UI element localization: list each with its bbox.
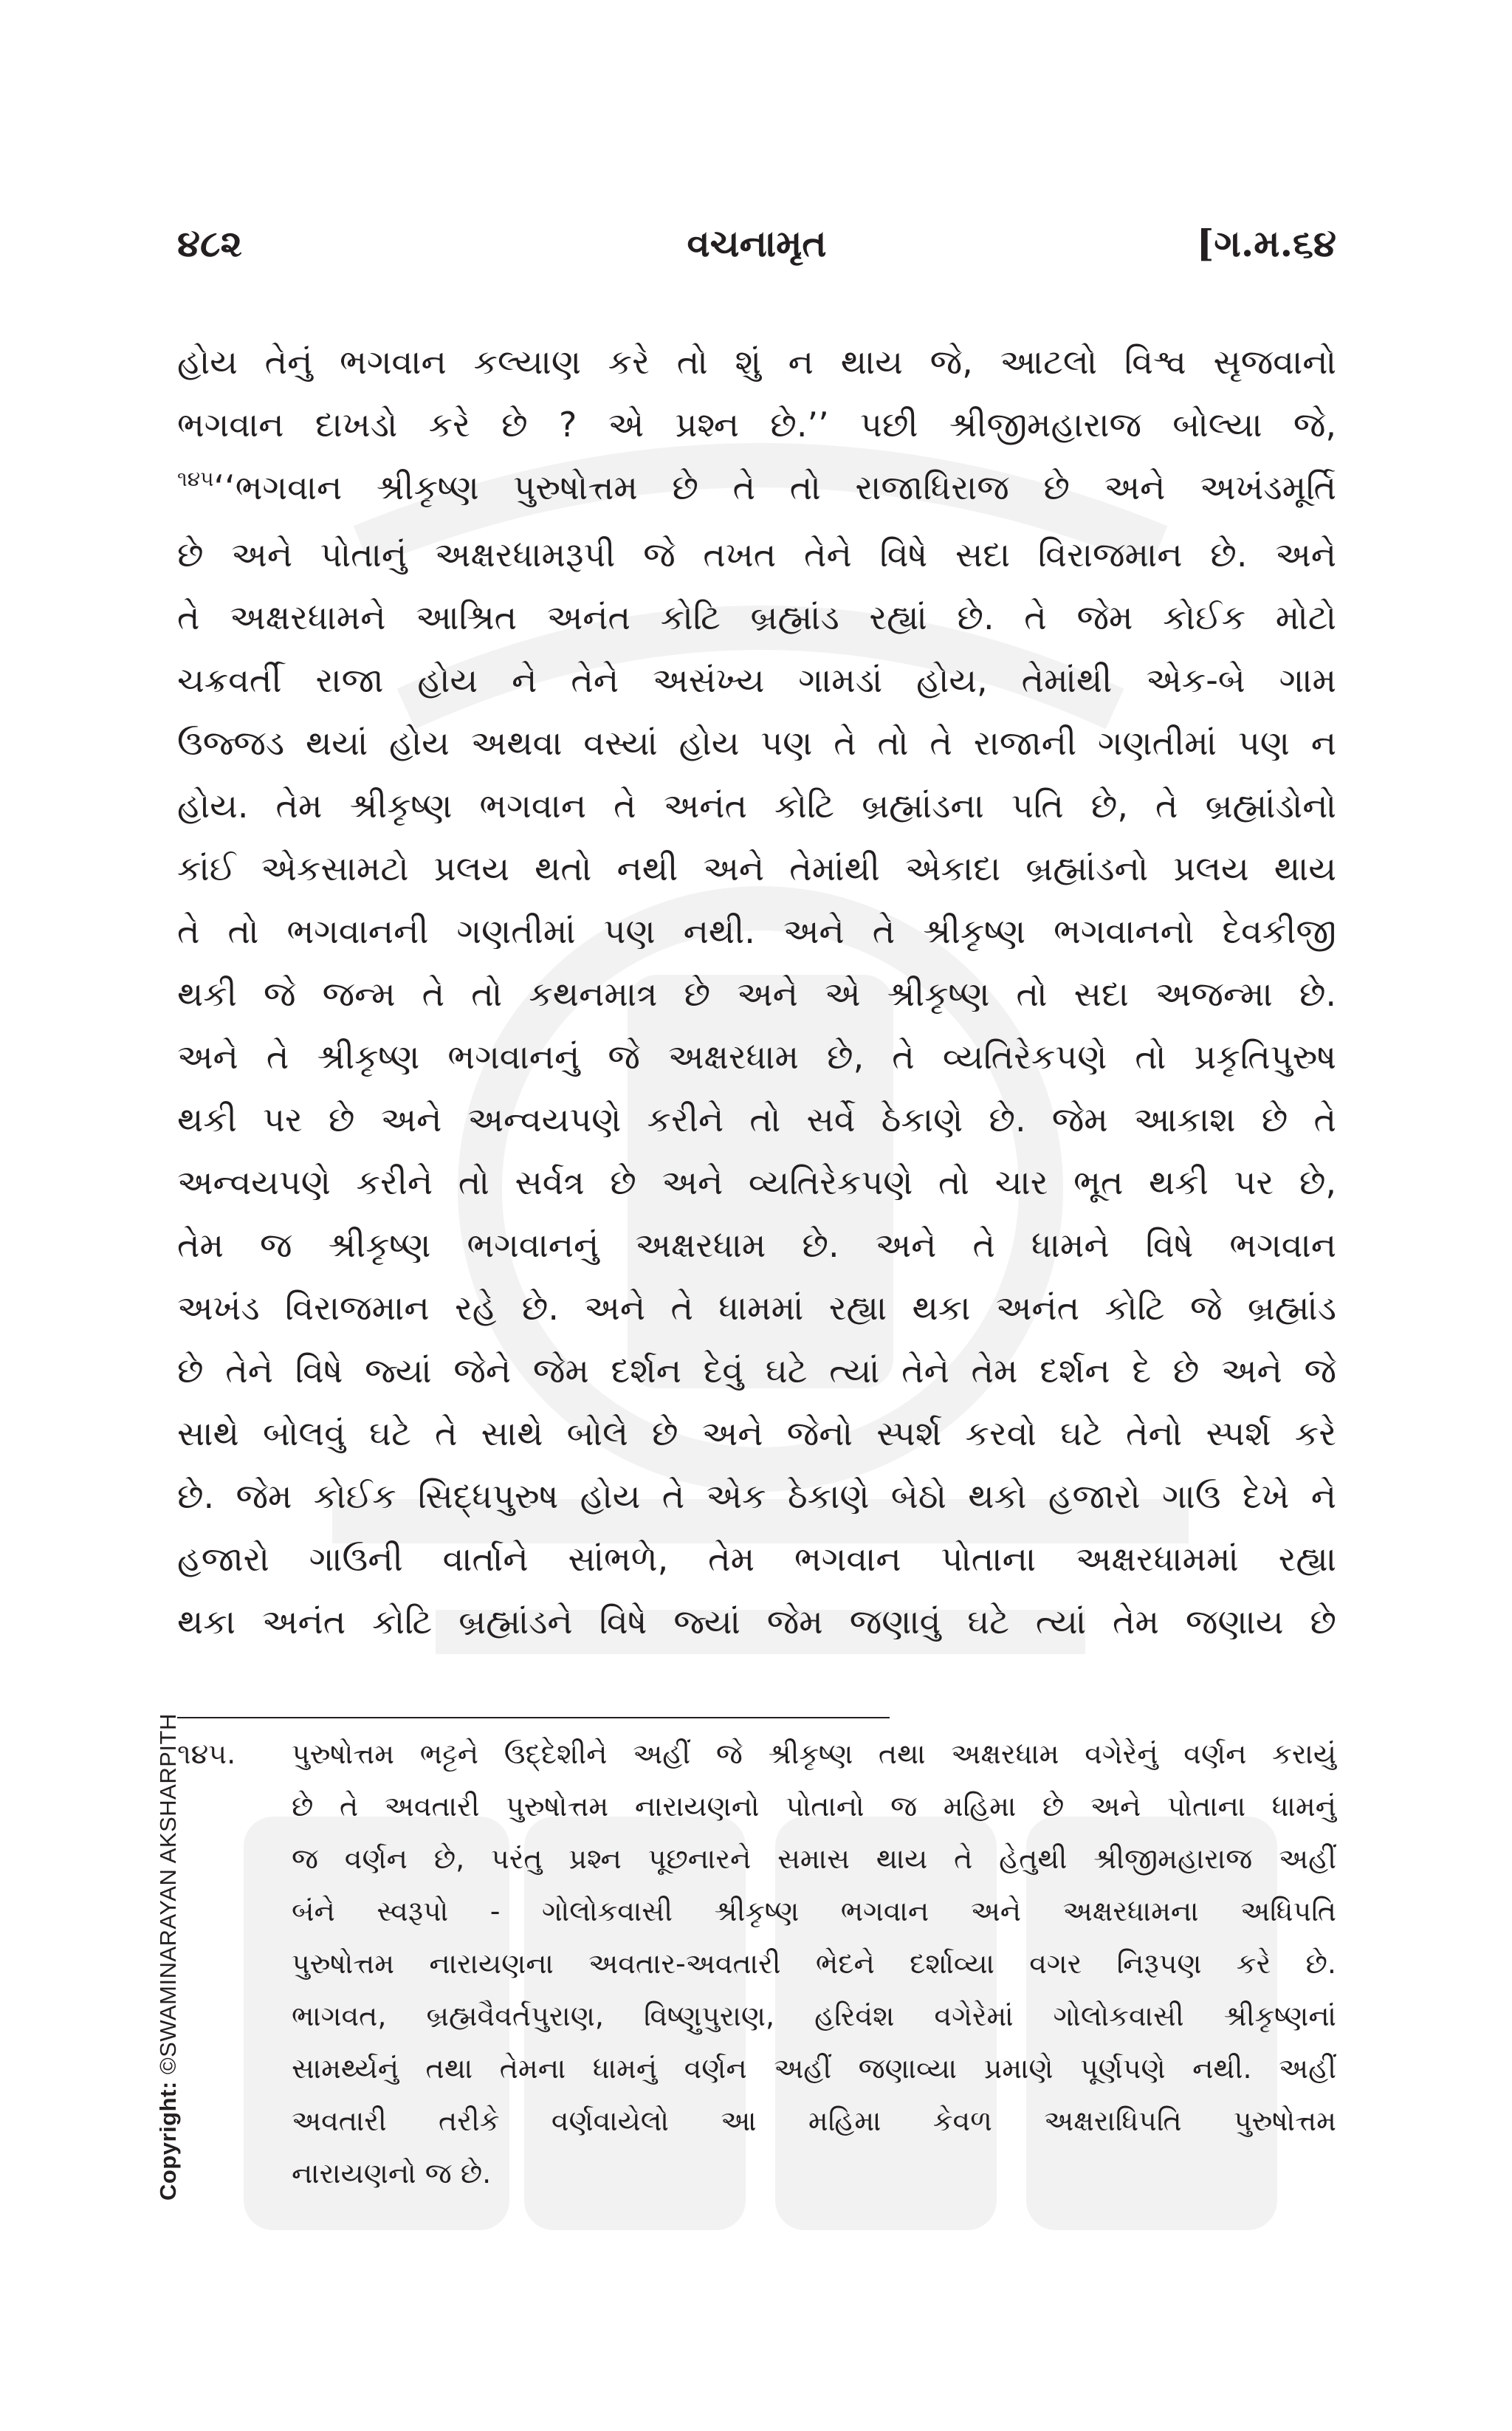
text-line: તેમ જ શ્રીકૃષ્ણ ભગવાનનું અક્ષરધામ છે. અને તે ધામને વિષે ભગવાન [177,1225,1336,1265]
text-line: થકી પર છે અને અન્વયપણે કરીને તો સર્વે ઠેકાણે છે. જેમ આકાશ છે તે [177,1100,1336,1139]
text-line: ચક્રવર્તી રાજા હોય ને તેને અસંખ્ય ગામડાં હોય, તેમાંથી એક-બે ગામ [177,660,1336,700]
text-line: કાંઈ એકસામટો પ્રલય થતો નથી અને તેમાંથી એકાદા બ્રહ્માંડનો પ્રલય થાય [177,848,1336,888]
copyright-notice [155,1713,182,2201]
text-line: તે તો ભગવાનની ગણતીમાં પણ નથી. અને તે શ્રીકૃષ્ણ ભગવાનનો દેવકીજી [177,911,1336,951]
text-line [177,456,1336,524]
footnote-line: ભાગવત, બ્રહ્મવૈવર્તપુરાણ, વિષ્ણુપુરાણ, હરિવંશ વગેરેમાં ગોલોકવાસી શ્રીકૃષ્ણનાં [292,2000,1336,2032]
running-title: વચનામૃત [687,222,827,265]
footnote-body [292,1728,1336,2200]
text-line: અન્વયપણે કરીને તો સર્વત્ર છે અને વ્યતિરેકપણે તો ચાર ભૂત થકી પર છે, [177,1162,1336,1202]
text-line: છે અને પોતાનું અક્ષરધામરૂપી જે તખત તેને વિષે સદા વિરાજમાન છે. અને [177,535,1336,575]
text-line: હોય તેનું ભગવાન કલ્યાણ કરે તો શું ન થાય જે, આટલો વિશ્વ સૃજવાનો [177,342,1336,382]
text-line: અખંડ વિરાજમાન રહે છે. અને તે ધામમાં રહ્યા થકા અનંત કોટિ જે બ્રહ્માંડ [177,1288,1336,1328]
text-line: હજારો ગાઉની વાર્તાને સાંભળે, તેમ ભગવાન પોતાના અક્ષરધામમાં રહ્યા [177,1539,1336,1579]
text-line: છે તેને વિષે જ્યાં જેને જેમ દર્શન દેવું ઘટે ત્યાં તેને તેમ દર્શન દે છે અને જે [177,1351,1336,1391]
text-line: અને તે શ્રીકૃષ્ણ ભગવાનનું જે અક્ષરધામ છે, તે વ્યતિરેકપણે તો પ્રકૃતિપુરુષ [177,1037,1336,1077]
page-number: ૪૮૨ [177,222,242,265]
footnote-number: ૧૪૫. [177,1738,236,1770]
footnote-line: પુરુષોત્તમ નારાયણના અવતાર-અવતારી ભેદને દર્શાવ્યા વગર નિરૂપણ કરે છે. [292,1947,1336,1980]
section-reference: [ગ.મ.૬૪ [1196,222,1336,265]
footnote-line: નારાયણનો જ છે. [292,2157,492,2190]
footnote-divider [177,1717,890,1718]
copyright-text: ©SWAMINARAYAN AKSHARPITH [155,1713,181,2075]
text-line: સાથે બોલવું ઘટે તે સાથે બોલે છે અને જેનો સ્પર્શ કરવો ઘટે તેનો સ્પર્શ કરે [177,1413,1336,1453]
text-line: થકા અનંત કોટિ બ્રહ્માંડને વિષે જ્યાં જેમ જણાવું ઘટે ત્યાં તેમ જણાય છે [177,1602,1336,1642]
footnote-marker: ૧૪૫ [177,467,214,491]
text-line: ભગવાન દાખડો કરે છે ? એ પ્રશ્ન છે.’’ પછી શ્રીજીમહારાજ બોલ્યા જે, [177,405,1336,445]
text-line: ઉજ્જડ થયાં હોય અથવા વસ્યાં હોય પણ તે તો તે રાજાની ગણતીમાં પણ ન [177,723,1336,763]
footnote-line: બંને સ્વરૂપો - ગોલોકવાસી શ્રીકૃષ્ણ ભગવાન અને અક્ષરધામના અધિપતિ [292,1895,1336,1927]
main-body-text [177,331,1336,1653]
footnote-line: અવતારી તરીકે વર્ણવાયેલો આ મહિમા કેવળ અક્ષરાધિપતિ પુરુષોત્તમ [292,2105,1336,2137]
page-header [177,222,1336,273]
text-line: હોય. તેમ શ્રીકૃષ્ણ ભગવાન તે અનંત કોટિ બ્રહ્માંડના પતિ છે, તે બ્રહ્માંડોનો [177,786,1336,826]
footnote-line: પુરુષોત્તમ ભટ્ટને ઉદ્દેશીને અહીં જે શ્રીકૃષ્ણ તથા અક્ષરધામ વગેરેનું વર્ણન કરાયું [292,1738,1336,1770]
footnote-line: સામર્થ્યનું તથા તેમના ધામનું વર્ણન અહીં જણાવ્યા પ્રમાણે પૂર્ણપણે નથી. અહીં [292,2052,1336,2085]
text-line-content: ‘‘ભગવાન શ્રીકૃષ્ણ પુરુષોત્તમ છે તે તો રાજાધિરાજ છે અને અખંડમૂર્તિ [213,467,1336,507]
copyright-label: Copyright: [155,2081,181,2201]
text-line: છે. જેમ કોઈક સિદ્ધપુરુષ હોય તે એક ઠેકાણે બેઠો થકો હજારો ગાઉ દેખે ને [177,1476,1336,1516]
footnote-line: જ વર્ણન છે, પરંતુ પ્રશ્ન પૂછનારને સમાસ થાય તે હેતુથી શ્રીજીમહારાજ અહીં [292,1842,1336,1875]
text-line: તે અક્ષરધામને આશ્રિત અનંત કોટિ બ્રહ્માંડ રહ્યાં છે. તે જેમ કોઈક મોટો [177,597,1336,637]
footnote-line: છે તે અવતારી પુરુષોત્તમ નારાયણનો પોતાનો જ મહિમા છે અને પોતાના ધામનું [292,1790,1336,1823]
text-line: થકી જે જન્મ તે તો કથનમાત્ર છે અને એ શ્રીકૃષ્ણ તો સદા અજન્મા છે. [177,974,1336,1014]
